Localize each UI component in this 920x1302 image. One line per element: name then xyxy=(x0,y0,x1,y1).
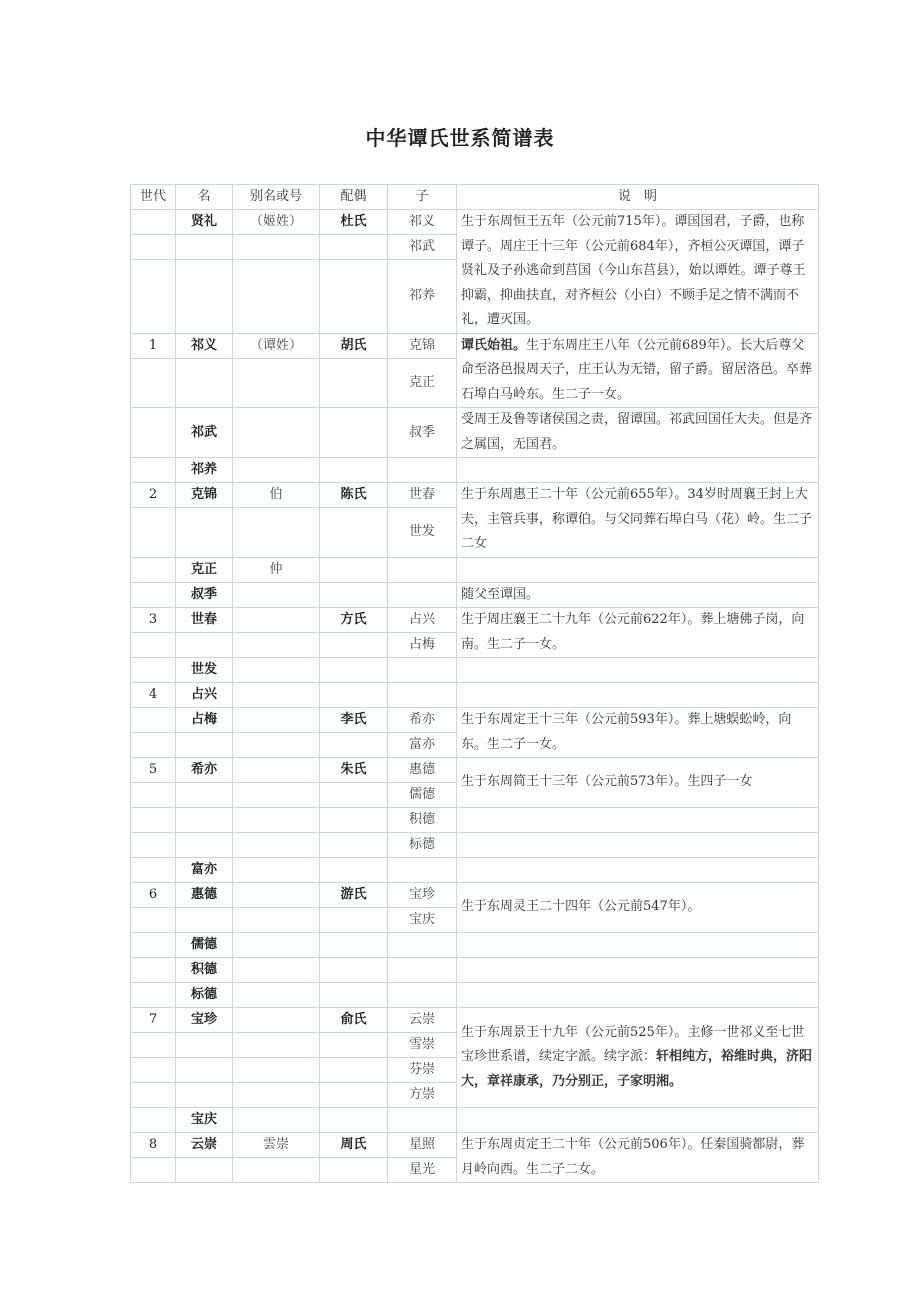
son-name: 儒德 xyxy=(388,783,457,808)
son-name: 积德 xyxy=(388,808,457,833)
table-row xyxy=(131,557,819,582)
son-name: 云崇 xyxy=(388,1008,457,1033)
generation-cell: 8 xyxy=(131,1133,176,1158)
table-row xyxy=(131,458,819,483)
son-name: 占兴 xyxy=(388,608,457,633)
table-row xyxy=(131,333,819,358)
person-alias: （谭姓） xyxy=(233,333,320,358)
table-row xyxy=(131,582,819,608)
son-name: 祁义 xyxy=(388,210,457,235)
table-row xyxy=(131,658,819,683)
generation-cell: 1 xyxy=(131,333,176,358)
person-name: 占兴 xyxy=(176,683,233,708)
son-name: 叔季 xyxy=(388,408,457,458)
description-highlight: 谭氏始祖。 xyxy=(461,337,527,353)
table-row xyxy=(131,983,819,1008)
son-name: 克锦 xyxy=(388,333,457,358)
header-spouse: 配偶 xyxy=(320,185,388,210)
person-description: 生于东周恒王五年（公元前715年）。谭国国君，子爵，也称谭子。周庄王十三年（公元前684年），齐桓公灭谭国，谭子贤礼及子孙逃命到莒国（今山东莒县），始以谭姓。谭子尊王抑霸，抑曲扶直，对齐桓公（小白）不顾手足之情不满而不礼，遭灭国。 xyxy=(457,210,819,334)
person-name: 宝珍 xyxy=(176,1008,233,1033)
header-alias: 别名或号 xyxy=(233,185,320,210)
person-name: 宝庆 xyxy=(176,1108,233,1133)
son-name: 星光 xyxy=(388,1158,457,1183)
generation-cell xyxy=(131,210,176,235)
person-name: 叔季 xyxy=(176,582,233,608)
son-name: 方崇 xyxy=(388,1083,457,1108)
table-row xyxy=(131,758,819,783)
table-row xyxy=(131,958,819,983)
son-name: 雪崇 xyxy=(388,1033,457,1058)
son-name: 标德 xyxy=(388,833,457,858)
header-generation: 世代 xyxy=(131,185,176,210)
header-son: 子 xyxy=(388,185,457,210)
table-row xyxy=(131,708,819,733)
person-alias: 仲 xyxy=(233,557,320,582)
table-row xyxy=(131,808,819,833)
son-name: 祁武 xyxy=(388,235,457,260)
description-highlight: 轩相纯方，裕维时典，济阳大，章祥康承，乃分别正，子家明湘。 xyxy=(461,1049,813,1089)
table-row xyxy=(131,933,819,958)
son-name: 希亦 xyxy=(388,708,457,733)
son-name: 宝珍 xyxy=(388,883,457,908)
table-row xyxy=(131,483,819,508)
table-row xyxy=(131,858,819,883)
person-spouse: 游氏 xyxy=(320,883,388,908)
person-spouse: 方氏 xyxy=(320,608,388,633)
person-spouse: 杜氏 xyxy=(320,210,388,235)
person-description: 生于东周定王十三年（公元前593年）。葬上塘蜈蚣岭，向东。生二子一女。 xyxy=(457,708,819,758)
table-row xyxy=(131,408,819,458)
person-spouse: 朱氏 xyxy=(320,758,388,783)
son-name: 芬崇 xyxy=(388,1058,457,1083)
table-header-row xyxy=(131,185,819,210)
table-row xyxy=(131,608,819,633)
person-description: 生于东周灵王二十四年（公元前547年）。 xyxy=(457,883,819,933)
person-alias: （姬姓） xyxy=(233,210,320,235)
generation-cell: 4 xyxy=(131,683,176,708)
person-spouse: 俞氏 xyxy=(320,1008,388,1033)
person-spouse: 胡氏 xyxy=(320,333,388,358)
person-name: 祁义 xyxy=(176,333,233,358)
table-row xyxy=(131,1108,819,1133)
son-name: 富亦 xyxy=(388,733,457,758)
description-text: 生于东周景王十九年（公元前525年）。主修一世祁义至七世宝珍世系谱，续定字派。续字派： xyxy=(461,1024,805,1065)
table-row xyxy=(131,1008,819,1033)
table-row xyxy=(131,883,819,908)
person-description: 生于东周贞定王二十年（公元前506年）。任秦国骑都尉，葬月岭向西。生二子二女。 xyxy=(457,1133,819,1183)
son-name: 世发 xyxy=(388,508,457,557)
person-name: 云崇 xyxy=(176,1133,233,1158)
table-row xyxy=(131,683,819,708)
description-text: 生于东周庄王八年（公元前689年）。长大后尊父命至洛邑报周天子，庄王认为无错，留子爵。留居洛邑。卒葬石埠白马岭东。生二子一女。 xyxy=(461,337,813,402)
person-name: 儒德 xyxy=(176,933,233,958)
person-name: 标德 xyxy=(176,983,233,1008)
table-row xyxy=(131,210,819,235)
son-name: 世春 xyxy=(388,483,457,508)
person-name: 积德 xyxy=(176,958,233,983)
page-title: 中华谭氏世系简谱表 xyxy=(365,126,555,150)
person-name: 希亦 xyxy=(176,758,233,783)
son-name: 占梅 xyxy=(388,633,457,658)
generation-cell: 7 xyxy=(131,1008,176,1033)
generation-cell: 6 xyxy=(131,883,176,908)
son-name: 宝庆 xyxy=(388,908,457,933)
person-description xyxy=(457,333,819,408)
person-description: 受周王及鲁等诸侯国之责，留谭国。祁武回国任大夫。但是齐之属国，无国君。 xyxy=(457,408,819,458)
person-spouse: 周氏 xyxy=(320,1133,388,1158)
person-description xyxy=(457,1008,819,1108)
person-name: 世发 xyxy=(176,658,233,683)
son-name: 惠德 xyxy=(388,758,457,783)
son-name: 祁养 xyxy=(388,260,457,333)
person-alias: 伯 xyxy=(233,483,320,508)
person-name: 祁养 xyxy=(176,458,233,483)
table-row xyxy=(131,1133,819,1158)
person-name: 克正 xyxy=(176,557,233,582)
person-alias: 雲崇 xyxy=(233,1133,320,1158)
person-spouse: 李氏 xyxy=(320,708,388,733)
person-description: 生于周庄襄王二十九年（公元前622年）。葬上塘佛子岗，向南。生二子一女。 xyxy=(457,608,819,658)
person-name: 祁武 xyxy=(176,408,233,458)
header-description: 说 明 xyxy=(457,185,819,210)
person-name: 占梅 xyxy=(176,708,233,733)
person-name: 克锦 xyxy=(176,483,233,508)
genealogy-table xyxy=(130,184,819,1183)
person-description: 生于东周惠王二十年（公元前655年）。34岁时周襄王封上大夫，主管兵事，称谭伯。与父同葬石埠白马（花）岭。生二子二女 xyxy=(457,483,819,558)
son-name: 星照 xyxy=(388,1133,457,1158)
generation-cell: 5 xyxy=(131,758,176,783)
generation-cell: 2 xyxy=(131,483,176,508)
person-description: 随父至谭国。 xyxy=(457,582,819,608)
person-spouse: 陈氏 xyxy=(320,483,388,508)
person-description: 生于东周简王十三年（公元前573年）。生四子一女 xyxy=(457,758,819,808)
person-name: 富亦 xyxy=(176,858,233,883)
header-name: 名 xyxy=(176,185,233,210)
table-row xyxy=(131,833,819,858)
generation-cell: 3 xyxy=(131,608,176,633)
son-name: 克正 xyxy=(388,358,457,407)
person-name: 贤礼 xyxy=(176,210,233,235)
person-name: 世春 xyxy=(176,608,233,633)
person-name: 惠德 xyxy=(176,883,233,908)
